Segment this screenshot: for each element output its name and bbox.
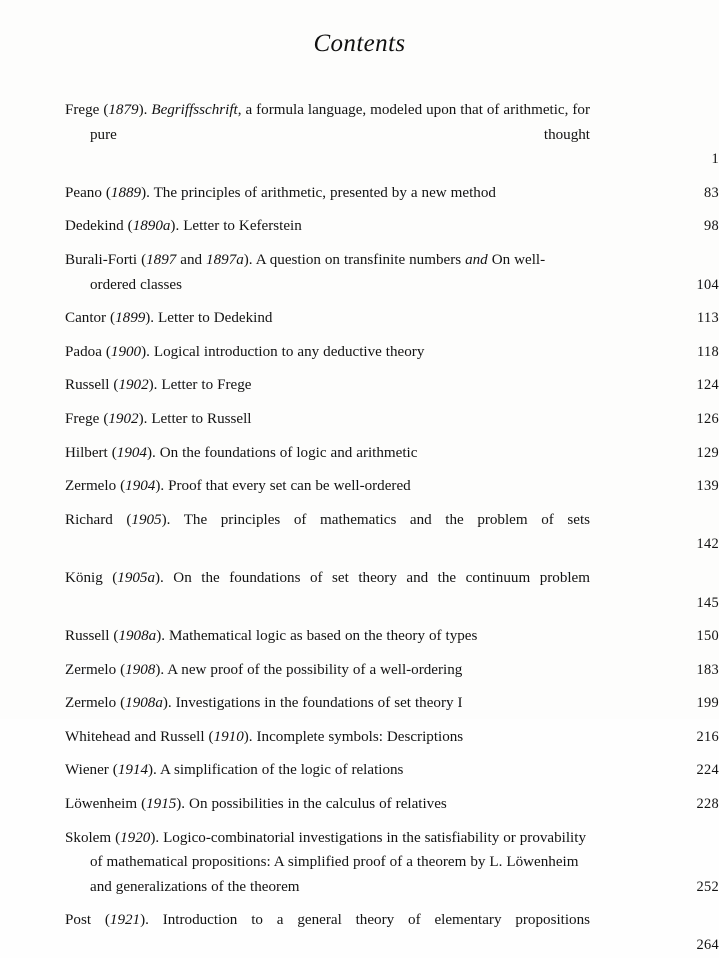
toc-entry-title: Wiener (1914). A simplification of the logic of relations — [65, 762, 404, 779]
toc-entry-page-number: 129 — [696, 444, 719, 461]
toc-entry-page-number: 145 — [696, 594, 719, 611]
toc-entry[interactable] — [65, 658, 719, 683]
toc-entry[interactable] — [65, 248, 719, 297]
toc-entry[interactable] — [65, 624, 719, 649]
toc-entry[interactable] — [65, 758, 719, 783]
toc-entry[interactable] — [65, 181, 719, 206]
toc-entry-page-number: 118 — [697, 343, 719, 360]
toc-entry-title: Russell (1908a). Mathematical logic as based on the theory of types — [65, 628, 478, 645]
toc-entry-page-number: 228 — [696, 796, 719, 813]
toc-entry-page-number: 264 — [696, 937, 719, 954]
toc-entry[interactable] — [65, 474, 719, 499]
toc-entry[interactable] — [65, 792, 719, 817]
toc-entry-page-number: 1 — [711, 151, 719, 168]
toc-entry-page-number: 98 — [704, 218, 719, 235]
toc-entry[interactable] — [65, 340, 719, 365]
toc-entry-title: Dedekind (1890a). Letter to Keferstein — [65, 218, 302, 235]
toc-entry-title: Frege (1879). Begriffsschrift, a formula language, modeled upon that of arithmetic, for pure thought — [65, 102, 590, 143]
toc-entry[interactable] — [65, 908, 719, 957]
toc-entry[interactable] — [65, 826, 719, 900]
toc-entry-title: Zermelo (1908). A new proof of the possibility of a well-ordering — [65, 661, 463, 678]
toc-entry-page-number: 113 — [697, 310, 719, 327]
toc-entry-page-number: 139 — [696, 478, 719, 495]
toc-entry-page-number: 216 — [696, 728, 719, 745]
toc-entry[interactable] — [65, 214, 719, 239]
toc-entry-page-number: 183 — [696, 661, 719, 678]
toc-entry-page-number: 142 — [696, 536, 719, 553]
toc-entry-page-number: 252 — [696, 878, 719, 895]
toc-entry-page-number: 224 — [696, 762, 719, 779]
toc-entry-title: Hilbert (1904). On the foundations of logic and arithmetic — [65, 444, 418, 461]
toc-entry[interactable] — [65, 691, 719, 716]
toc-entry-page-number: 126 — [696, 410, 719, 427]
toc-entry-title: Skolem (1920). Logico-combinatorial investigations in the satisfiability or provability of mathematical propositions: A simplified proof of a theorem by L. Löwenheim and generalizations of the theorem — [65, 829, 586, 895]
page-title: Contents — [313, 30, 406, 57]
toc-entry-title: Richard (1905). The principles of mathematics and the problem of sets — [65, 511, 591, 528]
toc-entry-title: Peano (1889). The principles of arithmetic, presented by a new method — [65, 184, 496, 201]
toc-entry-title: Russell (1902). Letter to Frege — [65, 377, 252, 394]
toc-entry-title: Post (1921). Introduction to a general theory of elementary propositions — [65, 912, 590, 929]
toc-entry[interactable] — [65, 508, 719, 557]
toc-entry-page-number: 124 — [696, 377, 719, 394]
toc-entry-title: Burali-Forti (1897 and 1897a). A question on transfinite numbers and On well-ordered classes — [65, 251, 546, 293]
toc-entry-page-number: 150 — [696, 628, 719, 645]
toc-entry[interactable] — [65, 441, 719, 466]
toc-entry-title: König (1905a). On the foundations of set theory and the continuum problem — [65, 569, 590, 586]
toc-entry[interactable] — [65, 373, 719, 398]
toc-entry-title: Cantor (1899). Letter to Dedekind — [65, 310, 273, 327]
toc-entry[interactable] — [65, 98, 719, 172]
toc-entry-title: Zermelo (1908a). Investigations in the foundations of set theory I — [65, 695, 463, 712]
toc-entry-page-number: 199 — [696, 695, 719, 712]
toc-entry-page-number: 83 — [704, 184, 719, 201]
toc-entry-title: Padoa (1900). Logical introduction to any deductive theory — [65, 343, 425, 360]
toc-entry-title: Löwenheim (1915). On possibilities in the calculus of relatives — [65, 796, 447, 813]
toc-entry-page-number: 104 — [696, 276, 719, 293]
toc-entry-title: Whitehead and Russell (1910). Incomplete symbols: Descriptions — [65, 728, 464, 745]
toc-entry[interactable] — [65, 407, 719, 432]
toc-entry-title: Frege (1902). Letter to Russell — [65, 410, 252, 427]
toc-entry[interactable] — [65, 306, 719, 331]
toc-entry[interactable] — [65, 566, 719, 615]
toc-entry-title: Zermelo (1904). Proof that every set can be well-ordered — [65, 478, 411, 495]
toc-entry[interactable] — [65, 725, 719, 750]
table-of-contents — [0, 98, 719, 958]
